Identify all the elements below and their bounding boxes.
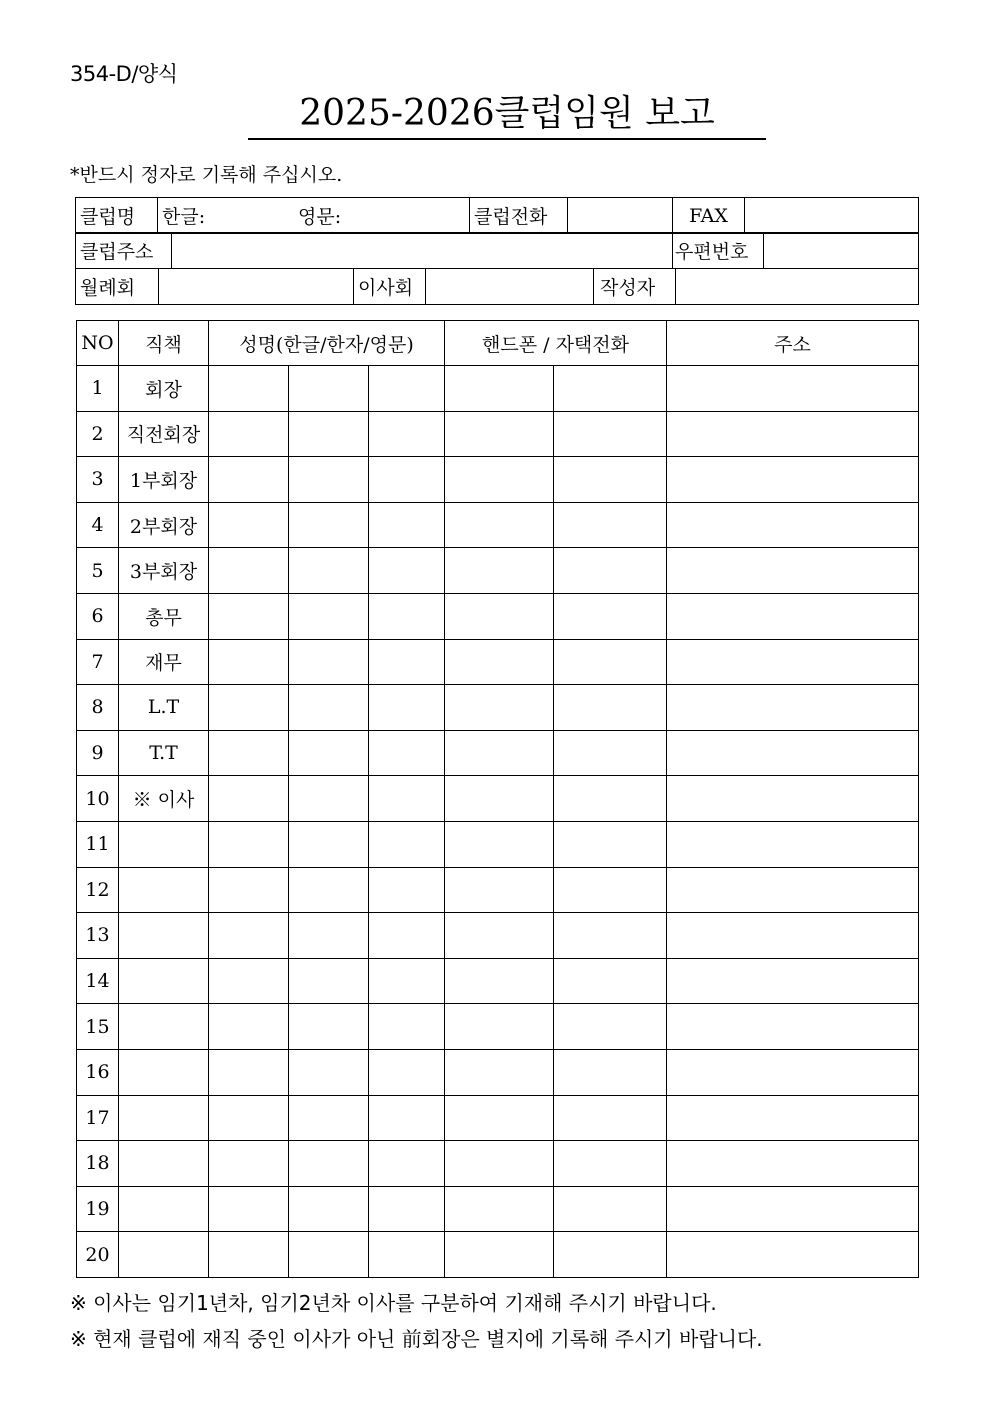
name-hanja-cell[interactable] <box>289 1186 369 1232</box>
name-english-cell[interactable] <box>369 685 445 731</box>
row-position <box>119 867 209 913</box>
address-cell[interactable] <box>667 593 919 639</box>
note-2: ※ 현재 클럽에 재직 중인 이사가 아닌 前회장은 별지에 기록해 주시기 바랍니다. <box>70 1327 763 1351</box>
name-hanja-cell[interactable] <box>289 1232 369 1278</box>
name-hangul-cell[interactable] <box>209 366 289 412</box>
name-hangul-cell[interactable] <box>209 411 289 457</box>
table-row <box>77 913 919 959</box>
mobile-phone-cell[interactable] <box>445 366 554 412</box>
header-no: NO <box>77 321 119 366</box>
row-position: 재무 <box>119 639 209 685</box>
home-phone-cell[interactable] <box>554 502 667 548</box>
name-english-cell[interactable] <box>369 366 445 412</box>
name-hangul-cell[interactable] <box>209 502 289 548</box>
address-cell[interactable] <box>667 366 919 412</box>
row-number: 5 <box>77 548 119 594</box>
form-code: 354-D/양식 <box>70 62 178 86</box>
name-hangul-cell[interactable] <box>209 1186 289 1232</box>
address-cell[interactable] <box>667 639 919 685</box>
table-row <box>77 776 919 822</box>
table-row <box>77 502 919 548</box>
address-cell[interactable] <box>667 958 919 1004</box>
row-number: 6 <box>77 593 119 639</box>
name-english-cell[interactable] <box>369 639 445 685</box>
name-hanja-cell[interactable] <box>289 913 369 959</box>
address-cell[interactable] <box>667 821 919 867</box>
name-hanja-cell[interactable] <box>289 1095 369 1141</box>
mobile-phone-cell[interactable] <box>445 913 554 959</box>
name-hanja-cell[interactable] <box>289 457 369 503</box>
row-number: 20 <box>77 1232 119 1278</box>
note-1: ※ 이사는 임기1년차, 임기2년차 이사를 구분하여 기재해 주시기 바랍니다. <box>70 1291 717 1315</box>
name-english-cell[interactable] <box>369 913 445 959</box>
home-phone-cell[interactable] <box>554 730 667 776</box>
row-position: T.T <box>119 730 209 776</box>
row-number: 17 <box>77 1095 119 1141</box>
row-number: 19 <box>77 1186 119 1232</box>
club-phone-field[interactable] <box>568 198 673 234</box>
home-phone-cell[interactable] <box>554 366 667 412</box>
name-hanja-cell[interactable] <box>289 639 369 685</box>
mobile-phone-cell[interactable] <box>445 776 554 822</box>
mobile-phone-cell[interactable] <box>445 1232 554 1278</box>
name-hanja-cell[interactable] <box>289 366 369 412</box>
address-cell[interactable] <box>667 411 919 457</box>
name-english-cell[interactable] <box>369 1141 445 1187</box>
table-row <box>77 1186 919 1232</box>
page-title: 2025-2026클럽임원 보고 <box>248 92 766 140</box>
name-hanja-cell[interactable] <box>289 821 369 867</box>
row-position <box>119 1186 209 1232</box>
instruction-text: *반드시 정자로 기록해 주십시오. <box>70 164 343 186</box>
table-row <box>77 867 919 913</box>
name-english-cell[interactable] <box>369 502 445 548</box>
mobile-phone-cell[interactable] <box>445 1186 554 1232</box>
mobile-phone-cell[interactable] <box>445 685 554 731</box>
mobile-phone-cell[interactable] <box>445 502 554 548</box>
table-row <box>77 821 919 867</box>
name-hangul-cell[interactable] <box>209 821 289 867</box>
mobile-phone-cell[interactable] <box>445 1141 554 1187</box>
name-hangul-cell[interactable] <box>209 457 289 503</box>
name-english-cell[interactable] <box>369 1186 445 1232</box>
table-row <box>77 730 919 776</box>
address-cell[interactable] <box>667 1232 919 1278</box>
postal-code-label: 우편번호 <box>673 233 764 269</box>
name-hangul-cell[interactable] <box>209 730 289 776</box>
row-number: 2 <box>77 411 119 457</box>
row-position <box>119 913 209 959</box>
row-number: 16 <box>77 1049 119 1095</box>
name-hanja-cell[interactable] <box>289 1049 369 1095</box>
table-row <box>77 411 919 457</box>
name-english-cell[interactable] <box>369 1232 445 1278</box>
name-hanja-cell[interactable] <box>289 867 369 913</box>
english-name-label: 영문: <box>298 206 342 228</box>
name-hanja-cell[interactable] <box>289 411 369 457</box>
table-row <box>77 457 919 503</box>
table-row <box>77 1141 919 1187</box>
monthly-meeting-label: 월례회 <box>76 269 159 305</box>
table-row <box>77 685 919 731</box>
name-english-cell[interactable] <box>369 457 445 503</box>
home-phone-cell[interactable] <box>554 548 667 594</box>
name-hanja-cell[interactable] <box>289 958 369 1004</box>
name-hangul-cell[interactable] <box>209 1095 289 1141</box>
club-name-field[interactable] <box>158 198 470 234</box>
row-position: 3부회장 <box>119 548 209 594</box>
name-english-cell[interactable] <box>369 548 445 594</box>
home-phone-cell[interactable] <box>554 411 667 457</box>
home-phone-cell[interactable] <box>554 1049 667 1095</box>
name-hangul-cell[interactable] <box>209 1004 289 1050</box>
name-hanja-cell[interactable] <box>289 730 369 776</box>
header-name: 성명(한글/한자/영문) <box>209 321 445 366</box>
fax-label: FAX <box>673 198 745 234</box>
name-hanja-cell[interactable] <box>289 1141 369 1187</box>
row-position: 1부회장 <box>119 457 209 503</box>
home-phone-cell[interactable] <box>554 1141 667 1187</box>
name-hanja-cell[interactable] <box>289 685 369 731</box>
row-position <box>119 1049 209 1095</box>
home-phone-cell[interactable] <box>554 867 667 913</box>
row-number: 18 <box>77 1141 119 1187</box>
name-english-cell[interactable] <box>369 958 445 1004</box>
home-phone-cell[interactable] <box>554 1004 667 1050</box>
address-cell[interactable] <box>667 913 919 959</box>
address-cell[interactable] <box>667 502 919 548</box>
mobile-phone-cell[interactable] <box>445 1004 554 1050</box>
club-name-label: 클럽명 <box>76 198 158 234</box>
row-position: 총무 <box>119 593 209 639</box>
table-header-row <box>77 321 919 366</box>
home-phone-cell[interactable] <box>554 639 667 685</box>
board-meeting-field[interactable] <box>426 269 594 305</box>
row-number: 13 <box>77 913 119 959</box>
home-phone-cell[interactable] <box>554 593 667 639</box>
mobile-phone-cell[interactable] <box>445 958 554 1004</box>
mobile-phone-cell[interactable] <box>445 1049 554 1095</box>
name-english-cell[interactable] <box>369 867 445 913</box>
address-cell[interactable] <box>667 685 919 731</box>
meeting-table <box>75 268 919 305</box>
name-english-cell[interactable] <box>369 730 445 776</box>
name-english-cell[interactable] <box>369 1049 445 1095</box>
name-hangul-cell[interactable] <box>209 685 289 731</box>
home-phone-cell[interactable] <box>554 821 667 867</box>
row-position <box>119 1095 209 1141</box>
mobile-phone-cell[interactable] <box>445 730 554 776</box>
table-row <box>77 593 919 639</box>
name-hanja-cell[interactable] <box>289 548 369 594</box>
mobile-phone-cell[interactable] <box>445 1095 554 1141</box>
name-hangul-cell[interactable] <box>209 867 289 913</box>
korean-name-label: 한글: <box>162 206 206 228</box>
row-position <box>119 1232 209 1278</box>
table-row <box>77 1049 919 1095</box>
mobile-phone-cell[interactable] <box>445 821 554 867</box>
fax-field[interactable] <box>745 198 919 234</box>
club-address-table <box>75 232 919 269</box>
address-cell[interactable] <box>667 1141 919 1187</box>
name-hangul-cell[interactable] <box>209 1049 289 1095</box>
table-row <box>77 1095 919 1141</box>
author-field[interactable] <box>676 269 919 305</box>
name-english-cell[interactable] <box>369 776 445 822</box>
row-position: 2부회장 <box>119 502 209 548</box>
address-cell[interactable] <box>667 1186 919 1232</box>
row-position: 회장 <box>119 366 209 412</box>
name-english-cell[interactable] <box>369 1095 445 1141</box>
board-meeting-label: 이사회 <box>354 269 426 305</box>
name-english-cell[interactable] <box>369 1004 445 1050</box>
row-number: 12 <box>77 867 119 913</box>
home-phone-cell[interactable] <box>554 1232 667 1278</box>
name-hangul-cell[interactable] <box>209 1232 289 1278</box>
postal-code-field[interactable] <box>764 233 919 269</box>
row-position <box>119 1004 209 1050</box>
mobile-phone-cell[interactable] <box>445 593 554 639</box>
mobile-phone-cell[interactable] <box>445 639 554 685</box>
table-row <box>77 548 919 594</box>
row-position <box>119 958 209 1004</box>
name-english-cell[interactable] <box>369 411 445 457</box>
row-number: 7 <box>77 639 119 685</box>
mobile-phone-cell[interactable] <box>445 411 554 457</box>
home-phone-cell[interactable] <box>554 1095 667 1141</box>
row-number: 4 <box>77 502 119 548</box>
home-phone-cell[interactable] <box>554 457 667 503</box>
address-cell[interactable] <box>667 730 919 776</box>
name-hangul-cell[interactable] <box>209 548 289 594</box>
header-address: 주소 <box>667 321 919 366</box>
name-hanja-cell[interactable] <box>289 502 369 548</box>
name-hanja-cell[interactable] <box>289 776 369 822</box>
club-info-table <box>75 197 919 234</box>
name-english-cell[interactable] <box>369 593 445 639</box>
address-cell[interactable] <box>667 1004 919 1050</box>
row-position <box>119 1141 209 1187</box>
row-number: 9 <box>77 730 119 776</box>
row-number: 1 <box>77 366 119 412</box>
row-number: 8 <box>77 685 119 731</box>
mobile-phone-cell[interactable] <box>445 548 554 594</box>
name-hangul-cell[interactable] <box>209 913 289 959</box>
name-hanja-cell[interactable] <box>289 593 369 639</box>
address-cell[interactable] <box>667 776 919 822</box>
name-hangul-cell[interactable] <box>209 776 289 822</box>
row-number: 10 <box>77 776 119 822</box>
table-row <box>77 958 919 1004</box>
address-cell[interactable] <box>667 867 919 913</box>
table-row <box>77 1232 919 1278</box>
row-number: 11 <box>77 821 119 867</box>
address-cell[interactable] <box>667 457 919 503</box>
row-position <box>119 821 209 867</box>
home-phone-cell[interactable] <box>554 1186 667 1232</box>
mobile-phone-cell[interactable] <box>445 867 554 913</box>
row-position: ※ 이사 <box>119 776 209 822</box>
home-phone-cell[interactable] <box>554 958 667 1004</box>
row-number: 14 <box>77 958 119 1004</box>
home-phone-cell[interactable] <box>554 776 667 822</box>
address-cell[interactable] <box>667 548 919 594</box>
header-position: 직책 <box>119 321 209 366</box>
name-hanja-cell[interactable] <box>289 1004 369 1050</box>
name-hangul-cell[interactable] <box>209 593 289 639</box>
author-label: 작성자 <box>594 269 676 305</box>
address-cell[interactable] <box>667 1049 919 1095</box>
monthly-meeting-field[interactable] <box>159 269 354 305</box>
address-cell[interactable] <box>667 1095 919 1141</box>
row-number: 15 <box>77 1004 119 1050</box>
name-hangul-cell[interactable] <box>209 1141 289 1187</box>
row-number: 3 <box>77 457 119 503</box>
header-phone: 핸드폰 / 자택전화 <box>445 321 667 366</box>
club-address-field[interactable] <box>172 233 673 269</box>
table-row <box>77 639 919 685</box>
name-english-cell[interactable] <box>369 821 445 867</box>
row-position: 직전회장 <box>119 411 209 457</box>
club-phone-label: 클럽전화 <box>470 198 568 234</box>
home-phone-cell[interactable] <box>554 685 667 731</box>
club-address-label: 클럽주소 <box>76 233 172 269</box>
home-phone-cell[interactable] <box>554 913 667 959</box>
table-row <box>77 366 919 412</box>
name-hangul-cell[interactable] <box>209 958 289 1004</box>
row-position: L.T <box>119 685 209 731</box>
mobile-phone-cell[interactable] <box>445 457 554 503</box>
officer-table <box>76 320 919 1278</box>
table-row <box>77 1004 919 1050</box>
name-hangul-cell[interactable] <box>209 639 289 685</box>
